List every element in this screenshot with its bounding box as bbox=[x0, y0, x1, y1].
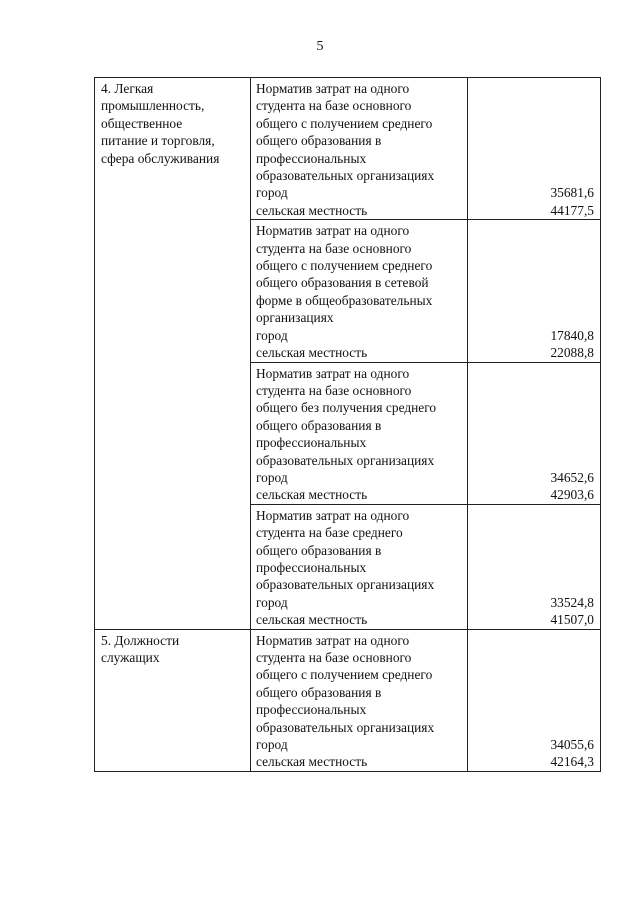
norm-description-line: студента на базе основного bbox=[256, 650, 412, 665]
category-line: 4. Легкая bbox=[101, 81, 154, 96]
norm-description-line: общего образования в bbox=[256, 417, 382, 433]
table-row bbox=[95, 78, 601, 220]
norm-description-line: образовательных организациях bbox=[256, 168, 435, 184]
norm-description-line: общего образования в bbox=[256, 133, 382, 149]
page-number: 5 bbox=[316, 39, 324, 54]
table-row bbox=[95, 629, 601, 771]
city-label: город bbox=[256, 594, 288, 610]
city-label: город bbox=[256, 185, 288, 201]
category-line: питание и торговля, bbox=[101, 133, 215, 149]
city-value: 17840,8 bbox=[550, 327, 594, 343]
city-value: 34652,6 bbox=[550, 469, 594, 485]
category-line: промышленность, bbox=[101, 98, 205, 114]
norm-description-cell bbox=[251, 362, 468, 504]
norm-value-cell bbox=[468, 362, 601, 504]
category-cell bbox=[95, 629, 251, 771]
norm-description-line: студента на базе среднего bbox=[256, 525, 403, 541]
norm-description-line: образовательных организациях bbox=[256, 577, 435, 593]
norm-description-line: общего образования в сетевой bbox=[256, 275, 429, 291]
norm-description-line: профессиональных bbox=[256, 559, 367, 575]
city-label: город bbox=[256, 737, 288, 753]
rural-label: сельская местность bbox=[256, 202, 368, 218]
norm-description-line: образовательных организациях bbox=[256, 452, 435, 468]
category-line: 5. Должности bbox=[101, 632, 180, 648]
norm-description-line: общего с получением среднего bbox=[256, 115, 433, 131]
cost-norms-table bbox=[94, 77, 601, 772]
city-value: 33524,8 bbox=[550, 594, 594, 610]
norm-value-cell bbox=[468, 220, 601, 362]
rural-label: сельская местность bbox=[256, 345, 368, 361]
rural-value: 22088,8 bbox=[550, 345, 594, 361]
rural-value: 41507,0 bbox=[550, 612, 594, 628]
norm-description-line: организациях bbox=[256, 310, 334, 326]
table-body bbox=[95, 78, 601, 772]
city-label: город bbox=[256, 327, 288, 343]
norm-description-cell bbox=[251, 78, 468, 220]
norm-description-line: общего образования в bbox=[256, 684, 382, 700]
rural-label: сельская местность bbox=[256, 487, 368, 503]
norm-description-line: общего с получением среднего bbox=[256, 667, 433, 683]
city-label: город bbox=[256, 469, 288, 485]
rural-label: сельская местность bbox=[256, 754, 368, 770]
category-cell bbox=[95, 78, 251, 630]
norm-description-line: общего образования в bbox=[256, 542, 382, 558]
norm-description-line: профессиональных bbox=[256, 150, 367, 166]
norm-value-cell bbox=[468, 629, 601, 771]
norm-description-line: форме в общеобразовательных bbox=[256, 292, 433, 308]
rural-value: 44177,5 bbox=[550, 202, 594, 218]
category-line: общественное bbox=[101, 115, 183, 131]
category-line: сфера обслуживания bbox=[101, 150, 220, 166]
norm-description-line: профессиональных bbox=[256, 702, 367, 718]
norm-description-line: Норматив затрат на одного bbox=[256, 507, 410, 523]
rural-value: 42903,6 bbox=[550, 487, 594, 503]
norm-description-line: общего без получения среднего bbox=[256, 400, 437, 416]
norm-description-line: студента на базе основного bbox=[256, 240, 412, 256]
norm-description-line: Норматив затрат на одного bbox=[256, 81, 410, 96]
norm-description-line: профессиональных bbox=[256, 435, 367, 451]
category-line: служащих bbox=[101, 650, 160, 665]
norm-description-cell bbox=[251, 220, 468, 362]
norm-description-line: Норматив затрат на одного bbox=[256, 223, 410, 239]
norm-description-line: студента на базе основного bbox=[256, 98, 412, 114]
norm-description-cell bbox=[251, 504, 468, 629]
rural-value: 42164,3 bbox=[550, 754, 594, 770]
norm-description-line: общего с получением среднего bbox=[256, 258, 433, 274]
norm-description-line: образовательных организациях bbox=[256, 719, 435, 735]
city-value: 34055,6 bbox=[550, 737, 594, 753]
rural-label: сельская местность bbox=[256, 612, 368, 628]
norm-description-line: Норматив затрат на одного bbox=[256, 365, 410, 381]
norm-value-cell bbox=[468, 78, 601, 220]
city-value: 35681,6 bbox=[550, 185, 594, 201]
norm-description-cell bbox=[251, 629, 468, 771]
norm-description-line: студента на базе основного bbox=[256, 382, 412, 398]
norm-description-line: Норматив затрат на одного bbox=[256, 632, 410, 648]
norm-value-cell bbox=[468, 504, 601, 629]
